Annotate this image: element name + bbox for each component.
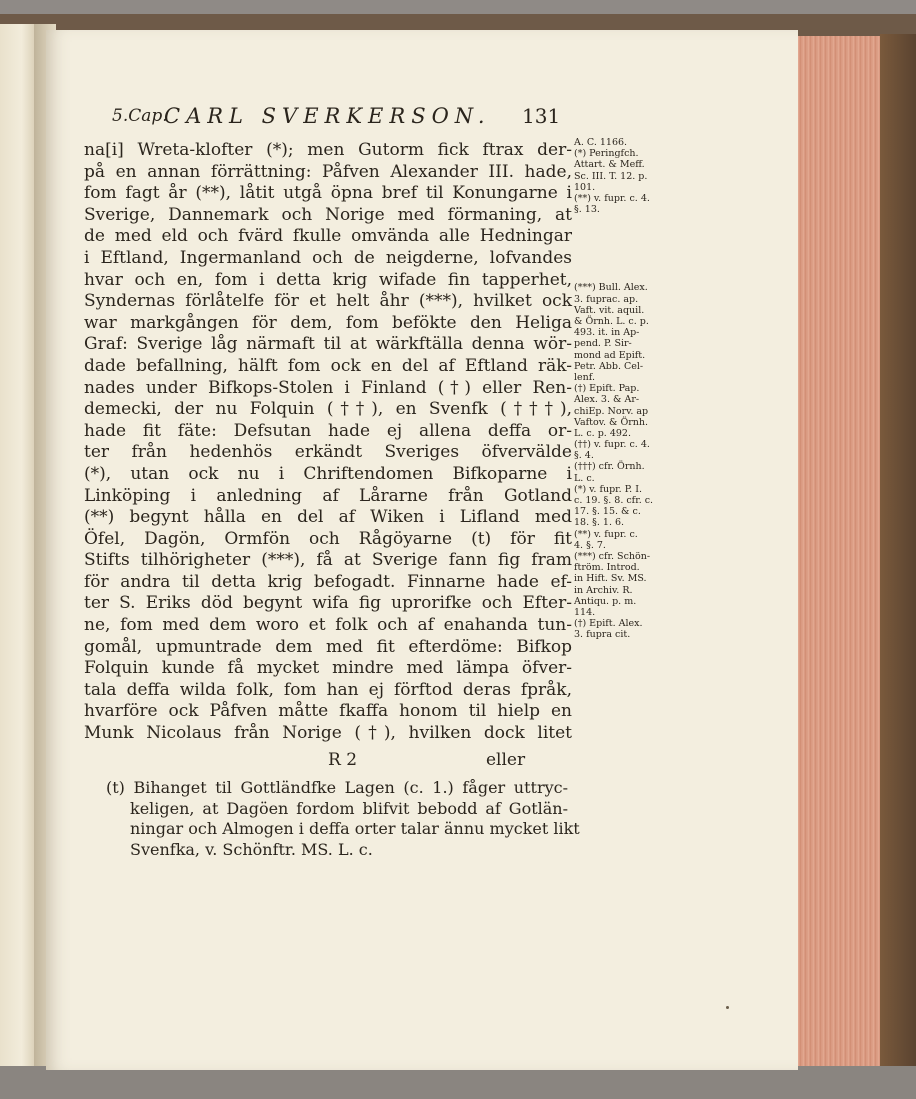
text-line: fom fagt år (**), låtit utgå öpna bref til Konungarne i (84, 183, 572, 204)
margin-note: Vaftov. & Örnh. (574, 416, 649, 428)
margin-note (574, 215, 656, 226)
margin-note: 3. fupra cit. (574, 629, 631, 641)
text-line: Sverige, Dannemark och Norige med förmaning, at (84, 204, 572, 225)
text-line: ter S. Eriks död begynt wifa fig uprorifke och Efter- (84, 593, 572, 614)
margin-note: ftröm. Introd. (574, 562, 640, 574)
running-title: CARL SVERKERSON. (164, 104, 491, 128)
margin-note: & Örnh. L. c. p. (574, 316, 649, 327)
text-line: de med eld och fvärd fkulle omvända alle Hedningar (84, 226, 572, 247)
margin-note: pend. P. Sir- (574, 338, 632, 350)
catchword: eller (486, 750, 526, 770)
text-line: ter från hedenhös erkändt Sveriges öfvervälde (84, 442, 572, 463)
margin-note (574, 238, 656, 249)
chapter-label: 5.Cap. (112, 106, 168, 126)
text-line: na[i] Wreta-klofter (*); men Gutorm fick ftrax der- (84, 140, 572, 160)
text-line: Graf: Sverige låg närmaft til at wärkftälla denna wör- (84, 334, 572, 355)
margin-note: chiEp. Norv. ap (574, 405, 649, 417)
text-line: Linköping i anledning af Lårarne från Gotland (84, 485, 572, 506)
margin-note (574, 227, 656, 238)
footnote-line: Svenfka, v. Schönftr. MS. L. c. (130, 839, 373, 859)
margin-note: lenf. (574, 371, 595, 383)
text-line: dade befallning, hälft fom ock en del af Eftland räk- (84, 355, 572, 376)
margin-note: L. c. (574, 472, 595, 484)
text-line: gomål, upmuntrade dem med fit efterdöme: Bifkop (84, 636, 572, 657)
margin-note: 3. fuprac. ap. (574, 293, 639, 305)
margin-note: (††) v. fupr. c. 4. (574, 439, 650, 451)
margin-note: in Hift. Sv. MS. (574, 573, 647, 585)
footnote-line: keligen, at Dagöen fordom blifvit bebodd af Gotlän- (130, 798, 568, 818)
background-bottom (0, 1066, 916, 1099)
text-line: hade fit fäte: Defsutan hade ej allena deffa or- (84, 420, 572, 441)
margin-note: 4. §. 7. (574, 539, 606, 551)
margin-note: A. C. 1166. (574, 137, 628, 148)
book-cover-right (880, 34, 916, 1074)
main-text (84, 140, 572, 745)
margin-note: (†) Epift. Pap. (574, 383, 640, 395)
margin-note: Vaft. vit. aquil. (574, 304, 645, 316)
margin-note: §. 13. (574, 204, 600, 216)
text-line: hvarföre ock Påfven måtte fkaffa honom til hielp en (84, 701, 572, 722)
margin-note: Petr. Abb. Cel- (574, 360, 644, 372)
text-line: på en annan förrättning: Påfven Alexander III. hade, (84, 161, 572, 182)
margin-note: 18. §. 1. 6. (574, 517, 625, 529)
text-line: Munk Nicolaus från Norige (†), hvilken dock litet (84, 723, 572, 744)
footnote-line: ningar och Almogen i deffa orter talar ännu mycket likt (130, 819, 580, 838)
footnote (106, 778, 580, 860)
text-line: nades under Bifkops-Stolen i Finland (†) eller Ren- (84, 377, 572, 398)
margin-note: in Archiv. R. (574, 584, 633, 596)
margin-note: Sc. III. T. 12. p. (574, 170, 648, 182)
margin-note: (†) Epift. Alex. (574, 618, 643, 630)
text-line: (*), utan ock nu i Chriftendomen Bifkoparne i (84, 463, 572, 484)
text-line: tala deffa wilda folk, fom han ej förftod deras fpråk, (84, 679, 572, 700)
margin-note: (**) v. fupr. c. 4. (574, 192, 650, 204)
margin-note: (†††) cfr. Örnh. (574, 461, 645, 473)
margin-note (574, 271, 656, 282)
text-line: för andra til detta krig befogadt. Finnarne hade ef- (84, 571, 572, 592)
margin-note: 17. §. 15. & c. (574, 506, 641, 518)
margin-note: c. 19. §. 8. cfr. c. (574, 495, 654, 506)
margin-note: 101. (574, 181, 596, 193)
margin-note: Attart. & Meff. (574, 159, 645, 171)
text-line: hvar och en, fom i detta krig wifade fin tapperhet, (84, 269, 572, 290)
text-line: i Eftland, Ingermanland och de neigderne, lofvandes (84, 247, 572, 268)
text-line: ne, fom med dem woro et folk och af enahanda tun- (84, 615, 572, 636)
margin-note: Alex. 3. & Ar- (574, 394, 640, 406)
text-line: Öfel, Dagön, Ormfön och Rågöyarne (t) för fit (84, 528, 572, 549)
margin-note: L. c. p. 492. (574, 427, 631, 439)
margin-note: Antiqu. p. m. (574, 595, 637, 607)
footnote-line: (t) Bihanget til Gottländfke Lagen (c. 1.) fåger uttryc- (106, 778, 568, 797)
text-line: demecki, der nu Folquin (††), en Svenfk (†††), (84, 399, 572, 420)
text-line: Syndernas förlåtelfe för et helt åhr (***), hvilket ock (84, 291, 572, 312)
page-number: 131 (522, 104, 561, 128)
running-header (112, 104, 572, 134)
left-page-edge (0, 24, 37, 1069)
text-line: Folquin kunde få mycket mindre med lämpa öfver- (84, 658, 572, 679)
text-line: war markgången för dem, fom befökte den Heliga (84, 312, 572, 333)
margin-note: 493. it. in Ap- (574, 327, 640, 339)
signature-mark: R 2 (328, 750, 358, 770)
margin-note: (*) v. fupr. P. I. (574, 483, 642, 495)
margin-note: (***) cfr. Schön- (574, 550, 651, 562)
text-line: (**) begynt hålla en del af Wiken i Lifland med (84, 507, 572, 528)
margin-note: (***) Bull. Alex. (574, 282, 648, 294)
text-line: Stifts tilhörigheter (***), få at Sverige fann fig fram (84, 550, 572, 571)
margin-note: 114. (574, 606, 596, 618)
margin-note: mond ad Epift. (574, 349, 646, 361)
margin-note: (*) Peringfch. (574, 148, 639, 160)
margin-note: (**) v. fupr. c. (574, 528, 638, 540)
margin-notes (574, 137, 656, 640)
margin-note: §. 4. (574, 450, 594, 462)
margin-note (574, 249, 656, 260)
margin-note (574, 260, 656, 271)
paper-speck (726, 1006, 729, 1009)
